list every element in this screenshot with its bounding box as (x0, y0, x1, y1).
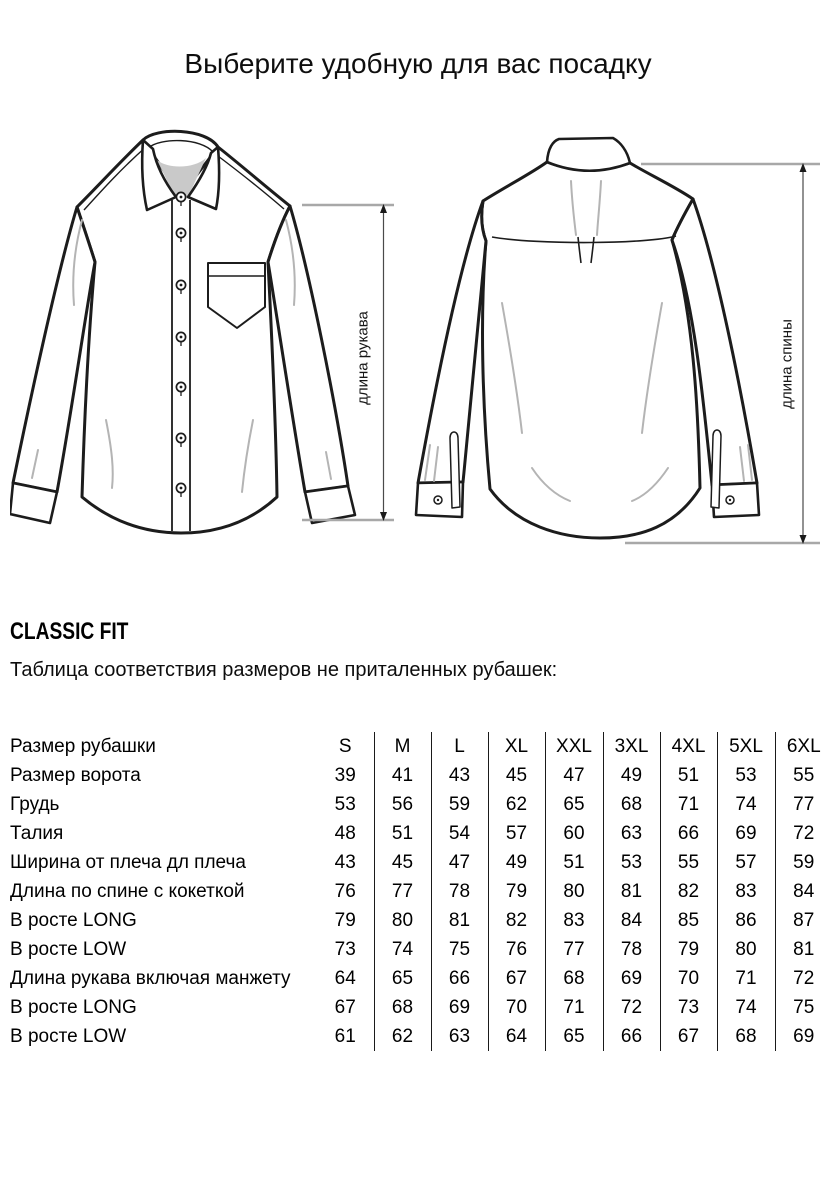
table-cell: 57 (488, 819, 545, 848)
back-length-arrow (800, 163, 807, 544)
table-row (10, 964, 832, 993)
table-cell: 81 (431, 906, 488, 935)
table-cell: 78 (431, 877, 488, 906)
table-cell: 63 (603, 819, 660, 848)
table-cell: 85 (660, 906, 717, 935)
table-cell: 43 (431, 761, 488, 790)
table-cell: 45 (374, 848, 431, 877)
table-cell: 47 (431, 848, 488, 877)
size-column-header: XXL (545, 732, 603, 761)
table-cell: 70 (660, 964, 717, 993)
page-title: Выберите удобную для вас посадку (184, 48, 652, 79)
table-cell: 76 (488, 935, 545, 964)
table-cell: 51 (545, 848, 603, 877)
table-cell: 74 (717, 993, 775, 1022)
table-cell: 84 (603, 906, 660, 935)
table-row (10, 935, 832, 964)
table-cell: 43 (334, 851, 356, 873)
fit-heading: CLASSIC FIT (10, 618, 129, 645)
tick-lines (302, 164, 820, 543)
table-cell: 82 (660, 877, 717, 906)
table-row (10, 1022, 832, 1051)
size-column-header: L (431, 732, 488, 761)
size-column-header: 4XL (660, 732, 717, 761)
row-label: В росте LONG (10, 909, 137, 931)
table-cell: 68 (717, 1022, 775, 1051)
table-cell: 72 (603, 993, 660, 1022)
row-label: Длина рукава включая манжету (10, 967, 291, 989)
table-cell: 64 (334, 967, 356, 989)
table-cell: 73 (660, 993, 717, 1022)
table-cell: 77 (374, 877, 431, 906)
table-cell: 83 (717, 877, 775, 906)
row-label: Длина по спине с кокеткой (10, 880, 245, 902)
table-cell: 65 (545, 790, 603, 819)
back-length-label: длина спины (778, 319, 796, 409)
table-cell: 86 (717, 906, 775, 935)
table-cell: 55 (660, 848, 717, 877)
table-cell: 39 (334, 764, 356, 786)
table-cell: 67 (334, 996, 356, 1018)
table-cell: 61 (334, 1025, 356, 1047)
table-cell: 71 (660, 790, 717, 819)
row-label: В росте LONG (10, 996, 137, 1018)
sleeve-length-arrow (380, 204, 387, 521)
table-cell: 63 (431, 1022, 488, 1051)
table-cell: 72 (775, 964, 832, 993)
table-cell: 78 (603, 935, 660, 964)
table-cell: 55 (775, 761, 832, 790)
table-cell: 84 (775, 877, 832, 906)
table-cell: 59 (775, 848, 832, 877)
table-cell: 65 (545, 1022, 603, 1051)
table-caption: Таблица соответствия размеров не приталенных рубашек: (10, 659, 558, 681)
table-cell: 72 (775, 819, 832, 848)
size-column-header: 5XL (717, 732, 775, 761)
table-cell: 74 (374, 935, 431, 964)
table-cell: 68 (545, 964, 603, 993)
size-column-header: S (338, 735, 352, 757)
table-cell: 80 (374, 906, 431, 935)
table-cell: 74 (717, 790, 775, 819)
size-table (10, 732, 832, 1051)
row-label: Ширина от плеча дл плеча (10, 851, 246, 873)
size-column-header: 3XL (603, 732, 660, 761)
table-row (10, 790, 832, 819)
table-cell: 66 (660, 819, 717, 848)
measurement-annotations (0, 95, 836, 575)
table-cell: 45 (488, 761, 545, 790)
header-label-cell: Размер рубашки (10, 735, 156, 757)
table-cell: 62 (374, 1022, 431, 1051)
table-cell: 49 (603, 761, 660, 790)
table-cell: 79 (660, 935, 717, 964)
table-cell: 62 (488, 790, 545, 819)
row-label: Талия (10, 822, 64, 844)
table-cell: 76 (334, 880, 356, 902)
table-row (10, 819, 832, 848)
size-column-header: M (374, 732, 431, 761)
table-cell: 69 (717, 819, 775, 848)
table-cell: 51 (374, 819, 431, 848)
table-cell: 64 (488, 1022, 545, 1051)
table-cell: 51 (660, 761, 717, 790)
table-cell: 70 (488, 993, 545, 1022)
row-label: В росте LOW (10, 1025, 127, 1047)
table-row (10, 877, 832, 906)
table-cell: 57 (717, 848, 775, 877)
table-row (10, 761, 832, 790)
row-label: Грудь (10, 793, 60, 815)
table-cell: 77 (775, 790, 832, 819)
table-cell: 82 (488, 906, 545, 935)
table-cell: 66 (431, 964, 488, 993)
sleeve-length-label: длина рукава (354, 311, 372, 405)
table-cell: 53 (717, 761, 775, 790)
table-cell: 69 (775, 1022, 832, 1051)
table-cell: 67 (660, 1022, 717, 1051)
size-column-header: 6XL (775, 732, 832, 761)
table-cell: 69 (431, 993, 488, 1022)
row-label: В росте LOW (10, 938, 127, 960)
size-column-header: XL (488, 732, 545, 761)
table-cell: 83 (545, 906, 603, 935)
table-cell: 41 (374, 761, 431, 790)
table-cell: 77 (545, 935, 603, 964)
table-cell: 67 (488, 964, 545, 993)
table-cell: 53 (603, 848, 660, 877)
table-cell: 53 (334, 793, 356, 815)
table-cell: 47 (545, 761, 603, 790)
table-cell: 75 (431, 935, 488, 964)
table-cell: 75 (775, 993, 832, 1022)
table-cell: 68 (603, 790, 660, 819)
table-cell: 48 (334, 822, 356, 844)
table-cell: 69 (603, 964, 660, 993)
table-cell: 87 (775, 906, 832, 935)
table-cell: 80 (545, 877, 603, 906)
table-row (10, 993, 832, 1022)
table-cell: 79 (488, 877, 545, 906)
table-cell: 81 (775, 935, 832, 964)
table-cell: 60 (545, 819, 603, 848)
table-cell: 80 (717, 935, 775, 964)
table-cell: 81 (603, 877, 660, 906)
table-cell: 56 (374, 790, 431, 819)
table-cell: 79 (334, 909, 356, 931)
table-header-row (10, 732, 832, 761)
table-cell: 49 (488, 848, 545, 877)
table-cell: 71 (545, 993, 603, 1022)
table-cell: 66 (603, 1022, 660, 1051)
table-cell: 65 (374, 964, 431, 993)
table-cell: 71 (717, 964, 775, 993)
table-cell: 73 (334, 938, 356, 960)
table-cell: 59 (431, 790, 488, 819)
table-row (10, 848, 832, 877)
row-label: Размер ворота (10, 764, 141, 786)
table-row (10, 906, 832, 935)
table-cell: 54 (431, 819, 488, 848)
table-cell: 68 (374, 993, 431, 1022)
